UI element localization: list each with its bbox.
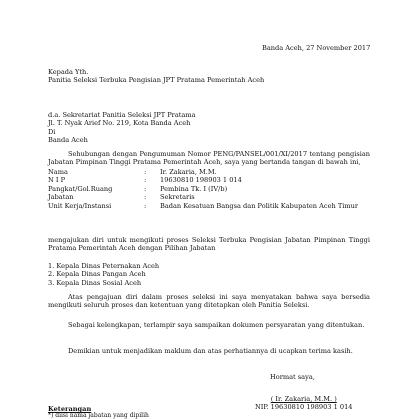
- applicant-details: [48, 168, 370, 210]
- note-label: Keterangan: [48, 405, 92, 413]
- detail-colon: :: [144, 168, 147, 176]
- detail-row: [48, 185, 370, 193]
- detail-colon: :: [144, 201, 147, 210]
- signer-nip: NIP. 19630810 198903 1 014: [255, 403, 353, 412]
- choice-item: 2. Kepala Dinas Pangan Aceh: [48, 270, 146, 279]
- recipient-line-1: Kepada Yth.: [48, 68, 89, 76]
- address-line-2: Jl. T. Nyak Arief No. 219, Kota Banda Aceh: [48, 119, 191, 128]
- detail-row: [48, 193, 370, 201]
- detail-value: Pembina Tk. I (IV/b): [160, 184, 228, 193]
- detail-row: [48, 168, 370, 176]
- opening-paragraph: Sehubungan dengan Pengumuman Nomor PENG/PANSEL/001/XI/2017 tentang pengisian Jabatan Pimpinan Tinggi Pratama Pemerintah Aceh, saya yang bertanda tangan di bawah ini,: [48, 150, 370, 167]
- application-paragraph: mengajukan diri untuk mengikuti proses Seleksi Terbuka Pengisian Jabatan Pimpinan Tinggi Pratama Pemerintah Aceh dengan Pilihan Jabatan: [48, 236, 370, 253]
- address-line-1: d.a. Sekretariat Panitia Seleksi JPT Pratama: [48, 111, 196, 119]
- address-line-4: Banda Aceh: [48, 136, 88, 145]
- detail-label: Jabatan: [48, 193, 74, 202]
- signer-name: ( Ir. Zakaria, M.M. ): [270, 395, 337, 403]
- recipient-block: [48, 68, 264, 85]
- detail-value: Badan Kesatuan Bangsa dan Politik Kabupaten Aceh Timur: [160, 201, 358, 210]
- choice-item: 3. Kepala Dinas Sosial Aceh: [48, 278, 142, 287]
- note-text: *) diisi nama jabatan yang dipilih: [48, 412, 149, 419]
- letter-date: Banda Aceh, 27 November 2017: [262, 44, 371, 52]
- detail-row: [48, 176, 370, 184]
- recipient-line-2: Panitia Seleksi Terbuka Pengisian JPT Pratama Pemerintah Aceh: [48, 76, 265, 85]
- detail-row: [48, 202, 370, 210]
- address-block: [48, 111, 196, 145]
- position-choices: [48, 262, 159, 287]
- detail-value: Sekretaris: [160, 193, 195, 202]
- detail-label: Pangkat/Gol.Ruang: [48, 184, 113, 193]
- closing-salutation: Hormat saya,: [270, 373, 315, 381]
- detail-value: 19630810 198903 1 014: [160, 176, 242, 185]
- detail-colon: :: [144, 184, 147, 193]
- statement-paragraph: Atas pengajuan diri dalam proses seleksi ini saya menyatakan bahwa saya bersedia mengikuti seluruh proses dan ketentuan yang ditetapkan oleh Panitia Seleksi.: [48, 293, 370, 310]
- attachment-paragraph: Sebagai kelengkapan, terlampir saya sampaikan dokumen persyaratan yang ditentukan.: [68, 321, 365, 329]
- address-line-3: Di: [48, 127, 56, 136]
- detail-label: N I P: [48, 176, 66, 185]
- detail-colon: :: [144, 193, 147, 202]
- closing-paragraph: Demikian untuk menjadikan maklum dan atas perhatiannya di ucapkan terima kasih.: [68, 347, 353, 355]
- detail-value: Ir. Zakaria, M.M.: [160, 168, 217, 176]
- choice-item: 1. Kepala Dinas Peternakan Aceh: [48, 262, 160, 270]
- detail-colon: :: [144, 176, 147, 185]
- detail-label: Nama: [48, 168, 68, 176]
- detail-label: Unit Kerja/Instansi: [48, 201, 112, 210]
- signature-block: [255, 395, 352, 412]
